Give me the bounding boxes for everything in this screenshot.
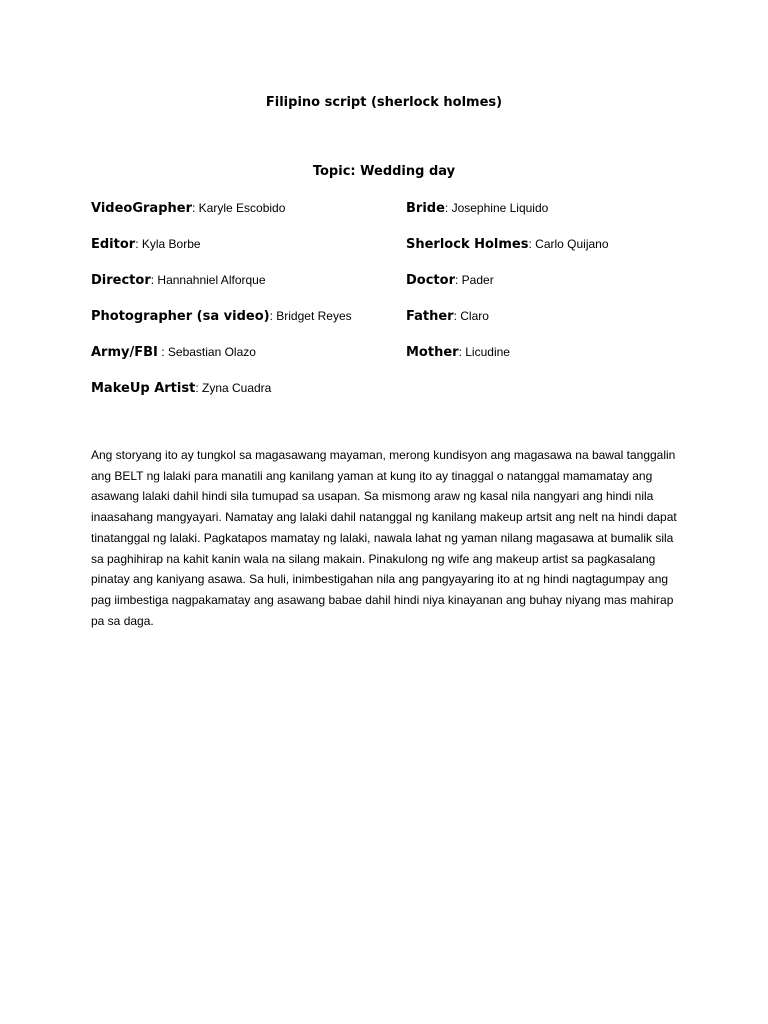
topic-heading: Topic: Wedding day <box>312 164 456 179</box>
credit-army-fbi <box>91 343 256 362</box>
credit-separator: : <box>455 273 462 287</box>
credit-role: VideoGrapher <box>91 201 192 216</box>
credit-name: Josephine Liquido <box>451 201 549 215</box>
credit-separator: : <box>458 345 466 359</box>
credit-role: MakeUp Artist <box>91 381 196 396</box>
credit-separator: : <box>444 201 452 215</box>
credit-name: Carlo Quijano <box>535 237 609 251</box>
credit-editor <box>91 235 201 254</box>
credit-separator: : <box>453 309 461 323</box>
credit-name: Pader <box>461 273 494 287</box>
credit-role: Director <box>91 273 151 288</box>
credit-separator: : <box>135 237 142 251</box>
credit-name: Bridget Reyes <box>276 309 352 323</box>
credit-videographer <box>91 199 285 218</box>
credit-mother <box>406 343 510 362</box>
credit-name: Claro <box>460 309 489 323</box>
credit-photographer <box>91 307 352 326</box>
credit-name: Hannahniel Alforque <box>157 273 266 287</box>
credit-separator: : <box>150 273 158 287</box>
credit-bride <box>406 199 548 218</box>
credit-name: Licudine <box>465 345 510 359</box>
credit-role: Sherlock Holmes <box>406 237 529 252</box>
credit-name: Sebastian Olazo <box>167 345 256 359</box>
credit-role: Editor <box>91 237 136 252</box>
document-title: Filipino script (sherlock holmes) <box>265 95 503 110</box>
credit-role: Photographer (sa video) <box>91 309 270 324</box>
credit-role: Father <box>406 309 454 324</box>
credit-role: Army/FBI <box>91 345 158 360</box>
credit-role: Mother <box>406 345 459 360</box>
credit-father <box>406 307 489 326</box>
credit-role: Doctor <box>406 273 455 288</box>
credit-name: Karyle Escobido <box>198 201 286 215</box>
credit-makeup-artist <box>91 379 271 398</box>
credit-doctor <box>406 271 494 290</box>
credit-separator: : <box>192 201 199 215</box>
credit-director <box>91 271 266 290</box>
credit-separator: : <box>528 237 536 251</box>
credit-separator: : <box>195 381 202 395</box>
credit-name: Kyla Borbe <box>141 237 201 251</box>
credit-separator: : <box>269 309 277 323</box>
synopsis-paragraph: Ang storyang ito ay tungkol sa magasawang mayaman, merong kundisyon ang magasawa na bawal tanggalin ang BELT ng lalaki para manatili ang kanilang yaman at kung ito ay tinaggal o natanggal mamamatay ang asawang lalaki dahil hindi sila tumupad sa usapan. Sa mismong araw ng kasal nila nangyari ang hindi nila inaasahang mangyayari. Namatay ang lalaki dahil natanggal ng kanilang makeup artsit ang nelt na hindi dapat tinatanggal ng lalaki. Pagkatapos mamatay ng lalaki, nawala lahat ng yaman nilang magasawa at bumalik sila sa paghihirap na kahit kanin wala na silang makain. Pinakulong ng wife ang makeup artist sa pagkasalang pinatay ang kaniyang asawa. Sa huli, inimbestigahan nila ang pangyayaring ito at ng hindi nagtagumpay ang pag iimbestiga nagpakamatay ang asawang babae dahil hindi niya kinayanan ang buhay niyang mas mahirap pa sa daga. <box>91 448 677 628</box>
credit-sherlock-holmes <box>406 235 609 254</box>
credit-separator: : <box>157 345 168 359</box>
credit-role: Bride <box>406 201 445 216</box>
credit-name: Zyna Cuadra <box>201 381 272 395</box>
